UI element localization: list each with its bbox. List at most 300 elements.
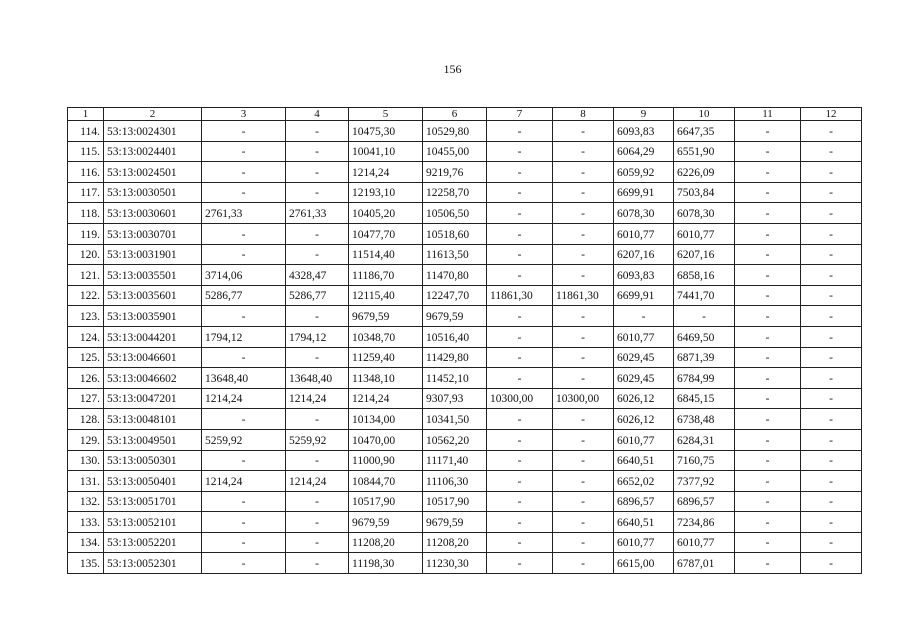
row-number-cell: 123. [68, 306, 104, 327]
value-cell: 6010,77 [614, 326, 674, 347]
table-row [68, 141, 862, 162]
column-header: 1 [68, 108, 104, 121]
empty-value-cell: - [801, 471, 862, 492]
value-cell: 9679,59 [349, 512, 423, 533]
empty-value-cell: - [801, 512, 862, 533]
value-cell: 10506,50 [423, 203, 487, 224]
value-cell: 1214,24 [202, 471, 286, 492]
column-header: 9 [614, 108, 674, 121]
value-cell: 6029,45 [614, 368, 674, 389]
empty-value-cell: - [487, 368, 553, 389]
table-row [68, 491, 862, 512]
empty-value-cell: - [801, 553, 862, 574]
empty-value-cell: - [286, 306, 349, 327]
value-cell: 10518,60 [423, 223, 487, 244]
value-cell: 11198,30 [349, 553, 423, 574]
value-cell: 6551,90 [674, 141, 735, 162]
empty-value-cell: - [286, 512, 349, 533]
value-cell: 6784,99 [674, 368, 735, 389]
value-cell: 10134,00 [349, 409, 423, 430]
empty-value-cell: - [202, 141, 286, 162]
value-cell: 11470,80 [423, 265, 487, 286]
empty-value-cell: - [487, 347, 553, 368]
table-row [68, 409, 862, 430]
table-row [68, 306, 862, 327]
cadastral-number-cell: 53:13:0051701 [104, 491, 202, 512]
value-cell: 11613,50 [423, 244, 487, 265]
value-cell: 5259,92 [286, 429, 349, 450]
empty-value-cell: - [553, 368, 614, 389]
value-cell: 10455,00 [423, 141, 487, 162]
empty-value-cell: - [735, 491, 801, 512]
value-cell: 1214,24 [286, 471, 349, 492]
cadastral-number-cell: 53:13:0030601 [104, 203, 202, 224]
empty-value-cell: - [735, 285, 801, 306]
value-cell: 12193,10 [349, 182, 423, 203]
empty-value-cell: - [202, 347, 286, 368]
row-number-cell: 126. [68, 368, 104, 389]
value-cell: 6738,48 [674, 409, 735, 430]
empty-value-cell: - [801, 409, 862, 430]
empty-value-cell: - [735, 265, 801, 286]
empty-value-cell: - [553, 471, 614, 492]
table-row [68, 121, 862, 142]
empty-value-cell: - [801, 223, 862, 244]
table-row [68, 265, 862, 286]
table-row [68, 326, 862, 347]
value-cell: 11000,90 [349, 450, 423, 471]
cadastral-number-cell: 53:13:0030501 [104, 182, 202, 203]
empty-value-cell: - [553, 182, 614, 203]
value-cell: 12258,70 [423, 182, 487, 203]
empty-value-cell: - [202, 244, 286, 265]
empty-value-cell: - [801, 182, 862, 203]
empty-value-cell: - [487, 265, 553, 286]
empty-value-cell: - [286, 491, 349, 512]
empty-value-cell: - [553, 223, 614, 244]
value-cell: 6010,77 [674, 532, 735, 553]
empty-value-cell: - [735, 121, 801, 142]
value-cell: 6207,16 [674, 244, 735, 265]
empty-value-cell: - [801, 326, 862, 347]
empty-value-cell: - [735, 450, 801, 471]
empty-value-cell: - [735, 347, 801, 368]
empty-value-cell: - [553, 121, 614, 142]
value-cell: 12247,70 [423, 285, 487, 306]
empty-value-cell: - [487, 532, 553, 553]
row-number-cell: 124. [68, 326, 104, 347]
empty-value-cell: - [286, 182, 349, 203]
empty-value-cell: - [487, 512, 553, 533]
column-header: 7 [487, 108, 553, 121]
value-cell: 6896,57 [614, 491, 674, 512]
value-cell: 6010,77 [674, 223, 735, 244]
column-header: 8 [553, 108, 614, 121]
value-cell: 10529,80 [423, 121, 487, 142]
table-row [68, 450, 862, 471]
value-cell: 6226,09 [674, 162, 735, 183]
column-header: 2 [104, 108, 202, 121]
empty-value-cell: - [553, 532, 614, 553]
cadastral-number-cell: 53:13:0052101 [104, 512, 202, 533]
cadastral-number-cell: 53:13:0050301 [104, 450, 202, 471]
empty-value-cell: - [614, 306, 674, 327]
value-cell: 1214,24 [202, 388, 286, 409]
empty-value-cell: - [487, 409, 553, 430]
row-number-cell: 117. [68, 182, 104, 203]
cadastral-number-cell: 53:13:0046602 [104, 368, 202, 389]
empty-value-cell: - [735, 203, 801, 224]
value-cell: 6647,35 [674, 121, 735, 142]
empty-value-cell: - [553, 162, 614, 183]
value-cell: 11230,30 [423, 553, 487, 574]
row-number-cell: 114. [68, 121, 104, 142]
value-cell: 6699,91 [614, 285, 674, 306]
empty-value-cell: - [487, 450, 553, 471]
table-row [68, 429, 862, 450]
value-cell: 10041,10 [349, 141, 423, 162]
empty-value-cell: - [735, 141, 801, 162]
value-cell: 11348,10 [349, 368, 423, 389]
empty-value-cell: - [553, 450, 614, 471]
empty-value-cell: - [202, 223, 286, 244]
value-cell: 1214,24 [349, 162, 423, 183]
value-cell: 6871,39 [674, 347, 735, 368]
value-cell: 10562,20 [423, 429, 487, 450]
empty-value-cell: - [553, 553, 614, 574]
empty-value-cell: - [735, 512, 801, 533]
value-cell: 10517,90 [349, 491, 423, 512]
value-cell: 10300,00 [553, 388, 614, 409]
empty-value-cell: - [286, 409, 349, 430]
table-row [68, 368, 862, 389]
value-cell: 6640,51 [614, 512, 674, 533]
value-cell: 7234,86 [674, 512, 735, 533]
table-row [68, 244, 862, 265]
row-number-cell: 133. [68, 512, 104, 533]
value-cell: 3714,06 [202, 265, 286, 286]
empty-value-cell: - [553, 306, 614, 327]
empty-value-cell: - [735, 223, 801, 244]
empty-value-cell: - [286, 553, 349, 574]
value-cell: 4328,47 [286, 265, 349, 286]
row-number-cell: 130. [68, 450, 104, 471]
cadastral-number-cell: 53:13:0044201 [104, 326, 202, 347]
cadastral-number-cell: 53:13:0052301 [104, 553, 202, 574]
value-cell: 9679,59 [349, 306, 423, 327]
row-number-cell: 128. [68, 409, 104, 430]
empty-value-cell: - [735, 244, 801, 265]
value-cell: 11861,30 [487, 285, 553, 306]
value-cell: 1794,12 [286, 326, 349, 347]
empty-value-cell: - [487, 244, 553, 265]
value-cell: 6010,77 [614, 532, 674, 553]
table-row [68, 532, 862, 553]
empty-value-cell: - [553, 347, 614, 368]
table-row [68, 203, 862, 224]
row-number-cell: 122. [68, 285, 104, 306]
cadastral-number-cell: 53:13:0035501 [104, 265, 202, 286]
empty-value-cell: - [202, 553, 286, 574]
value-cell: 7160,75 [674, 450, 735, 471]
value-cell: 5286,77 [202, 285, 286, 306]
empty-value-cell: - [487, 491, 553, 512]
empty-value-cell: - [202, 450, 286, 471]
empty-value-cell: - [553, 265, 614, 286]
empty-value-cell: - [735, 471, 801, 492]
value-cell: 11861,30 [553, 285, 614, 306]
empty-value-cell: - [735, 182, 801, 203]
empty-value-cell: - [202, 121, 286, 142]
empty-value-cell: - [553, 203, 614, 224]
value-cell: 10300,00 [487, 388, 553, 409]
empty-value-cell: - [286, 162, 349, 183]
value-cell: 6010,77 [614, 223, 674, 244]
row-number-cell: 131. [68, 471, 104, 492]
empty-value-cell: - [735, 409, 801, 430]
value-cell: 6858,16 [674, 265, 735, 286]
empty-value-cell: - [735, 326, 801, 347]
empty-value-cell: - [286, 223, 349, 244]
table-row [68, 162, 862, 183]
empty-value-cell: - [801, 244, 862, 265]
value-cell: 9679,59 [423, 306, 487, 327]
table-row [68, 223, 862, 244]
empty-value-cell: - [286, 244, 349, 265]
empty-value-cell: - [202, 532, 286, 553]
empty-value-cell: - [801, 306, 862, 327]
cadastral-number-cell: 53:13:0030701 [104, 223, 202, 244]
column-header: 6 [423, 108, 487, 121]
value-cell: 11259,40 [349, 347, 423, 368]
row-number-cell: 115. [68, 141, 104, 162]
empty-value-cell: - [487, 203, 553, 224]
empty-value-cell: - [202, 182, 286, 203]
cadastral-number-cell: 53:13:0046601 [104, 347, 202, 368]
empty-value-cell: - [286, 450, 349, 471]
value-cell: 6026,12 [614, 388, 674, 409]
table-row [68, 388, 862, 409]
empty-value-cell: - [487, 182, 553, 203]
value-cell: 9307,93 [423, 388, 487, 409]
empty-value-cell: - [553, 491, 614, 512]
empty-value-cell: - [487, 306, 553, 327]
empty-value-cell: - [801, 450, 862, 471]
table-row [68, 182, 862, 203]
empty-value-cell: - [553, 429, 614, 450]
empty-value-cell: - [735, 429, 801, 450]
value-cell: 5259,92 [202, 429, 286, 450]
value-cell: 6640,51 [614, 450, 674, 471]
value-cell: 11171,40 [423, 450, 487, 471]
value-cell: 9679,59 [423, 512, 487, 533]
empty-value-cell: - [801, 532, 862, 553]
value-cell: 11186,70 [349, 265, 423, 286]
empty-value-cell: - [553, 409, 614, 430]
value-cell: 2761,33 [286, 203, 349, 224]
value-cell: 6652,02 [614, 471, 674, 492]
table-row [68, 347, 862, 368]
empty-value-cell: - [735, 368, 801, 389]
row-number-cell: 120. [68, 244, 104, 265]
value-cell: 2761,33 [202, 203, 286, 224]
value-cell: 6896,57 [674, 491, 735, 512]
empty-value-cell: - [735, 388, 801, 409]
empty-value-cell: - [487, 141, 553, 162]
value-cell: 10341,50 [423, 409, 487, 430]
value-cell: 6207,16 [614, 244, 674, 265]
empty-value-cell: - [286, 141, 349, 162]
cadastral-number-cell: 53:13:0024301 [104, 121, 202, 142]
value-cell: 6469,50 [674, 326, 735, 347]
value-cell: 6064,29 [614, 141, 674, 162]
empty-value-cell: - [487, 429, 553, 450]
cadastral-number-cell: 53:13:0047201 [104, 388, 202, 409]
value-cell: 10475,30 [349, 121, 423, 142]
empty-value-cell: - [487, 471, 553, 492]
empty-value-cell: - [801, 347, 862, 368]
column-header: 3 [202, 108, 286, 121]
empty-value-cell: - [202, 162, 286, 183]
column-header: 5 [349, 108, 423, 121]
cadastral-number-cell: 53:13:0049501 [104, 429, 202, 450]
value-cell: 1214,24 [286, 388, 349, 409]
value-cell: 6284,31 [674, 429, 735, 450]
value-cell: 11208,20 [349, 532, 423, 553]
cadastral-number-cell: 53:13:0035901 [104, 306, 202, 327]
value-cell: 6078,30 [674, 203, 735, 224]
value-cell: 6845,15 [674, 388, 735, 409]
value-cell: 7503,84 [674, 182, 735, 203]
empty-value-cell: - [487, 326, 553, 347]
value-cell: 13648,40 [202, 368, 286, 389]
table-row [68, 471, 862, 492]
value-cell: 10477,70 [349, 223, 423, 244]
empty-value-cell: - [286, 121, 349, 142]
empty-value-cell: - [735, 553, 801, 574]
row-number-cell: 127. [68, 388, 104, 409]
table-row [68, 553, 862, 574]
row-number-cell: 134. [68, 532, 104, 553]
cadastral-number-cell: 53:13:0024501 [104, 162, 202, 183]
value-cell: 10405,20 [349, 203, 423, 224]
empty-value-cell: - [801, 203, 862, 224]
value-cell: 6699,91 [614, 182, 674, 203]
empty-value-cell: - [801, 429, 862, 450]
row-number-cell: 118. [68, 203, 104, 224]
cadastral-number-cell: 53:13:0048101 [104, 409, 202, 430]
empty-value-cell: - [801, 285, 862, 306]
column-header: 11 [735, 108, 801, 121]
cadastral-number-cell: 53:13:0035601 [104, 285, 202, 306]
empty-value-cell: - [487, 553, 553, 574]
column-header: 10 [674, 108, 735, 121]
row-number-cell: 119. [68, 223, 104, 244]
value-cell: 7377,92 [674, 471, 735, 492]
empty-value-cell: - [487, 162, 553, 183]
value-cell: 1214,24 [349, 388, 423, 409]
value-cell: 11208,20 [423, 532, 487, 553]
empty-value-cell: - [286, 532, 349, 553]
empty-value-cell: - [553, 326, 614, 347]
value-cell: 10348,70 [349, 326, 423, 347]
empty-value-cell: - [553, 244, 614, 265]
value-cell: 10470,00 [349, 429, 423, 450]
value-cell: 10844,70 [349, 471, 423, 492]
empty-value-cell: - [801, 388, 862, 409]
value-cell: 11106,30 [423, 471, 487, 492]
empty-value-cell: - [801, 265, 862, 286]
row-number-cell: 121. [68, 265, 104, 286]
empty-value-cell: - [286, 347, 349, 368]
value-cell: 12115,40 [349, 285, 423, 306]
empty-value-cell: - [801, 141, 862, 162]
column-header: 4 [286, 108, 349, 121]
table-row [68, 285, 862, 306]
empty-value-cell: - [202, 491, 286, 512]
empty-value-cell: - [202, 306, 286, 327]
table-header-row [68, 108, 862, 121]
value-cell: 9219,76 [423, 162, 487, 183]
value-cell: 6787,01 [674, 553, 735, 574]
row-number-cell: 116. [68, 162, 104, 183]
value-cell: 6059,92 [614, 162, 674, 183]
data-table [67, 107, 862, 574]
value-cell: 6010,77 [614, 429, 674, 450]
cadastral-number-cell: 53:13:0052201 [104, 532, 202, 553]
value-cell: 13648,40 [286, 368, 349, 389]
empty-value-cell: - [735, 532, 801, 553]
table-row [68, 512, 862, 533]
value-cell: 11514,40 [349, 244, 423, 265]
empty-value-cell: - [801, 162, 862, 183]
cadastral-number-cell: 53:13:0031901 [104, 244, 202, 265]
value-cell: 6093,83 [614, 121, 674, 142]
value-cell: 6615,00 [614, 553, 674, 574]
value-cell: 6078,30 [614, 203, 674, 224]
row-number-cell: 125. [68, 347, 104, 368]
empty-value-cell: - [801, 121, 862, 142]
empty-value-cell: - [202, 409, 286, 430]
cadastral-number-cell: 53:13:0050401 [104, 471, 202, 492]
value-cell: 11429,80 [423, 347, 487, 368]
empty-value-cell: - [801, 491, 862, 512]
row-number-cell: 135. [68, 553, 104, 574]
value-cell: 1794,12 [202, 326, 286, 347]
empty-value-cell: - [735, 306, 801, 327]
value-cell: 6093,83 [614, 265, 674, 286]
value-cell: 5286,77 [286, 285, 349, 306]
value-cell: 11452,10 [423, 368, 487, 389]
empty-value-cell: - [487, 223, 553, 244]
value-cell: 6029,45 [614, 347, 674, 368]
empty-value-cell: - [487, 121, 553, 142]
value-cell: 10516,40 [423, 326, 487, 347]
empty-value-cell: - [674, 306, 735, 327]
value-cell: 7441,70 [674, 285, 735, 306]
value-cell: 10517,90 [423, 491, 487, 512]
empty-value-cell: - [735, 162, 801, 183]
row-number-cell: 129. [68, 429, 104, 450]
empty-value-cell: - [553, 141, 614, 162]
value-cell: 6026,12 [614, 409, 674, 430]
empty-value-cell: - [202, 512, 286, 533]
column-header: 12 [801, 108, 862, 121]
empty-value-cell: - [801, 368, 862, 389]
empty-value-cell: - [553, 512, 614, 533]
cadastral-number-cell: 53:13:0024401 [104, 141, 202, 162]
page-number: 156 [443, 62, 462, 76]
